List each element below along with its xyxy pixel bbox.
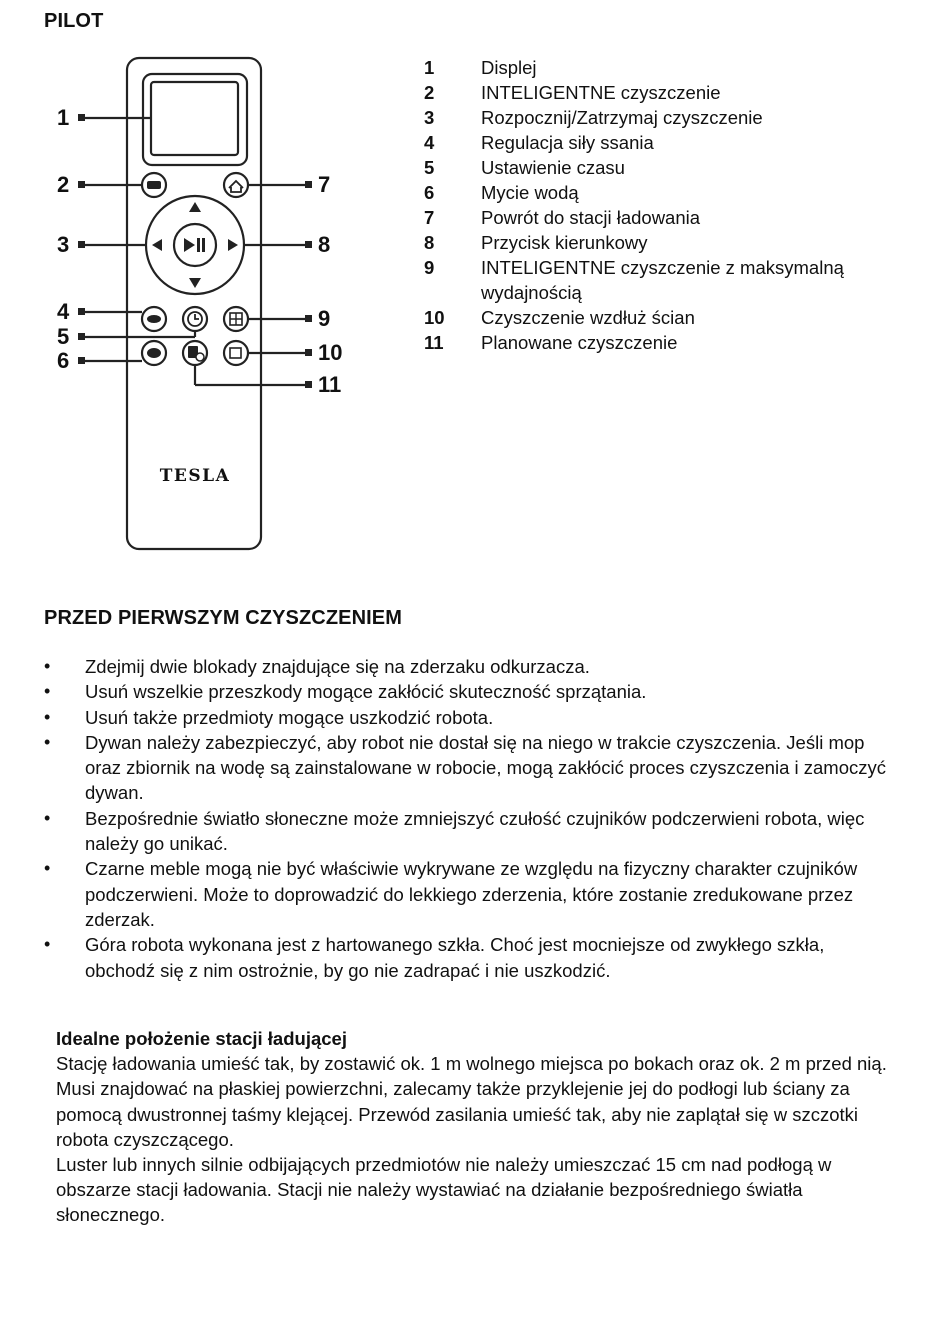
list-item: • Góra robota wykonana jest z hartowanego szkła. Choć jest mocniejsze od zwykłego szkła, obchodź się z nim ostrożnie, by go nie zadrapać i nie uszkodzić. <box>44 932 894 983</box>
callout-9: 9 <box>318 306 331 331</box>
legend-item: 3 Rozpocznij/Zatrzymaj czyszczenie <box>424 107 763 128</box>
home-button-icon <box>224 173 248 197</box>
remote-legend <box>424 55 884 355</box>
callout-11: 11 <box>318 372 342 397</box>
callout-1: 1 <box>57 105 70 130</box>
edge-clean-button-icon <box>224 341 248 365</box>
section-title: PRZED PIERWSZYM CZYSZCZENIEM <box>44 607 403 629</box>
remote-display <box>143 74 247 165</box>
callout-8: 8 <box>318 232 331 257</box>
legend-item: 2 INTELIGENTNE czyszczenie <box>424 82 721 103</box>
list-item: • Zdejmij dwie blokady znajdujące się na zderzaku odkurzacza. <box>44 654 894 679</box>
bullet-list <box>44 654 894 983</box>
callout-4: 4 <box>57 299 70 324</box>
legend-item: 7 Powrót do stacji ładowania <box>424 207 701 228</box>
list-item: • Bezpośrednie światło słoneczne może zmniejszyć czułość czujników podczerwieni robota, więc należy go unikać. <box>44 806 894 857</box>
callout-2: 2 <box>57 172 70 197</box>
legend-item: 8 Przycisk kierunkowy <box>424 232 648 253</box>
list-item: • Usuń wszelkie przeszkody mogące zakłócić skuteczność sprzątania. <box>44 679 894 704</box>
paragraph: Luster lub innych silnie odbijających przedmiotów nie należy umieszczać 15 cm nad podłogą w obszarze stacji ładowania. Stacji nie należy wystawiać na działanie bezpośredniego światła słonecznego. <box>56 1154 832 1226</box>
callout-5: 5 <box>57 324 70 349</box>
callout-10: 10 <box>318 340 343 365</box>
paragraph: Stację ładowania umieść tak, by zostawić ok. 1 m wolnego miejsca po bokach oraz ok. 2 m przed nią. Musi znajdować na płaskiej powierzchni, zalecamy także przyklejenie jej do podłogi lub ściany za pomocą dwustronnej taśmy klejącej. Przewód zasilania umieść tak, aby nie zaplątał się w szczotki robota czyszczącego. <box>56 1053 887 1150</box>
list-item: • Czarne meble mogą nie być właściwie wykrywane ze względu na fizyczny charakter czujników podczerwieni. Może to doprowadzić do lekkiego zderzenia, które zostanie zredukowane przez zderzak. <box>44 856 894 932</box>
callout-6: 6 <box>57 348 70 373</box>
remote-control-diagram <box>50 52 350 557</box>
list-item: • Usuń także przedmioty mogące uszkodzić robota. <box>44 705 894 730</box>
legend-item: 9 INTELIGENTNE czyszczenie z maksymalną wydajnością <box>424 257 844 303</box>
legend-item: 1 Displej <box>424 57 537 78</box>
charging-station-section <box>56 1026 896 1228</box>
legend-item: 11 Planowane czyszczenie <box>424 332 678 353</box>
legend-item: 10 Czyszczenie wzdłuż ścian <box>424 307 695 328</box>
callout-7: 7 <box>318 172 331 197</box>
page-title: PILOT <box>44 10 104 32</box>
subheading: Idealne położenie stacji ładującej <box>56 1028 347 1049</box>
callout-3: 3 <box>57 232 70 257</box>
legend-item: 5 Ustawienie czasu <box>424 157 625 178</box>
legend-item: 6 Mycie wodą <box>424 182 579 203</box>
tesla-logo: TESLA <box>159 466 231 486</box>
legend-item: 4 Regulacja siły ssania <box>424 132 654 153</box>
list-item: • Dywan należy zabezpieczyć, aby robot nie dostał się na niego w trakcie czyszczenia. Jeśli mop oraz zbiornik na wodę są zainstalowane w robocie, mogą zakłócić proces czyszczenia i zamoczyć dywan. <box>44 730 894 806</box>
